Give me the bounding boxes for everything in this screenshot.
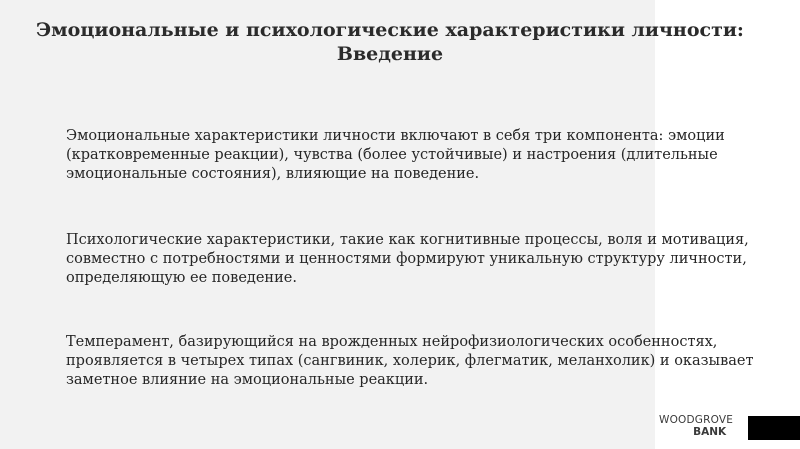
title-line-2: Введение <box>336 43 444 65</box>
logo-text-woodgrove: WOODGROVE <box>659 414 734 426</box>
paragraph-psychological: Психологические характеристики, такие как когнитивные процессы, воля и мотивация, совместно с потребностями и ценностями формируют уникальную структуру личности, определяющую ее поведение. <box>66 232 749 286</box>
paragraph-emotional: Эмоциональные характеристики личности включают в себя три компонента: эмоции (кратковременные реакции), чувства (более устойчивые) и настроения (длительные эмоциональные состояния), влияющие на поведение. <box>66 128 725 182</box>
woodgrove-bank-logo <box>659 414 733 438</box>
slide-title <box>30 18 750 66</box>
logo-text-bank: BANK <box>693 426 727 438</box>
paragraph-temperament: Темперамент, базирующийся на врожденных нейрофизиологических особенностях, проявляется в четырех типах (сангвиник, холерик, флегматик, меланхолик) и оказывает заметное влияние на эмоциональные реакции. <box>66 334 754 388</box>
logo-black-box <box>748 416 800 440</box>
title-line-1: Эмоциональные и психологические характеристики личности: <box>36 19 744 41</box>
